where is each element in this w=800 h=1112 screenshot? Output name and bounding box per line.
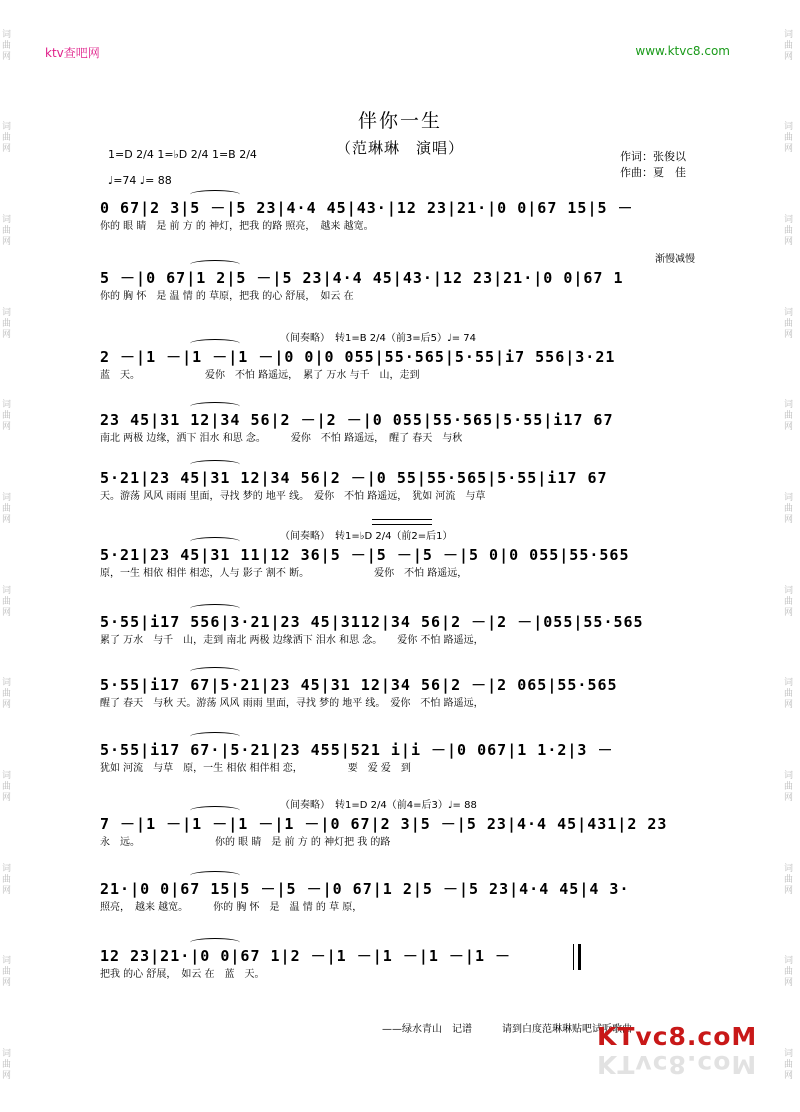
notation-line: 21·|0 0|67 15|5 －|5 －|0 67|1 2|5 －|5 23|4·4 45|4 3·	[100, 879, 630, 898]
lyric-line: 把我 的心 舒展， 如云 在 蓝 天。	[100, 969, 265, 980]
tempo-marking: ♩=74 ♩= 88	[108, 174, 172, 187]
notation-line: 5·55|i17 556|3·21|23 45|3112|34 56|2 －|2 －|055|55·565	[100, 612, 644, 631]
lyric-line: 犹如 河流 与草 原，一生 相依 相伴相 恋， 要 爱 爱 到	[100, 763, 411, 774]
slur-arc	[190, 260, 240, 269]
final-barline	[573, 944, 581, 970]
notation-line: 5·21|23 45|31 12|34 56|2 －|0 55|55·565|5·55|i17 67	[100, 468, 608, 487]
slur-arc	[190, 938, 240, 947]
side-watermark-left: 词曲网 词曲网 词曲网 词曲网 词曲网 词曲网 词曲网 词曲网 词曲网 词曲网 词曲网 词曲网	[2, 29, 12, 1082]
slur-arc	[190, 537, 240, 546]
notation-line: 0 67|2 3|5 －|5 23|4·4 45|43·|12 23|21·|0 0|67 15|5 －	[100, 198, 634, 217]
notation-line: 5·55|i17 67·|5·21|23 455|521 i|i －|0 067|1 1·2|3 －	[100, 740, 614, 759]
slur-arc	[190, 460, 240, 469]
lyric-line: 蓝 天。 爱你 不怕 路遥远， 累了 万水 与千 山，走到	[100, 370, 420, 381]
composer-credit: 作曲：夏 佳	[620, 166, 686, 179]
system-annotation: （间奏略） 转1=B 2/4（前3=后5）♩= 74	[280, 333, 476, 344]
ktvc8-logo: KTvc8.coM	[597, 1022, 758, 1051]
system-annotation: （间奏略） 转1=D 2/4（前4=后3）♩= 88	[280, 800, 477, 811]
system-annotation: （间奏略） 转1=♭D 2/4（前2=后1）	[280, 531, 453, 542]
song-subtitle: （范琳琳 演唱）	[335, 139, 464, 157]
lyric-line: 天。游荡 风风 雨雨 里面，寻找 梦的 地平 线。 爱你 不怕 路遥远， 犹如 河流 与草	[100, 491, 486, 502]
slur-arc	[190, 871, 240, 880]
lyric-line: 你的 眼 睛 是 前 方 的 神灯，把我 的路 照亮， 越来 越宽。	[100, 221, 374, 232]
site-url-right[interactable]: www.ktvc8.com	[635, 44, 730, 58]
lyric-line: 醒了 春天 与秋 天。游荡 风风 雨雨 里面，寻找 梦的 地平 线。 爱你 不怕 路遥远，	[100, 698, 484, 709]
lyricist-credit: 作词：张俊以	[620, 150, 686, 163]
notation-line: 5·55|i17 67|5·21|23 45|31 12|34 56|2 －|2 065|55·565	[100, 675, 618, 694]
slur-arc	[190, 402, 240, 411]
ktvc8-logo-reflection: KTvc8.coM	[597, 1050, 758, 1079]
slur-arc	[190, 604, 240, 613]
lyric-line: 累了 万水 与千 山，走到 南北 两极 边缘洒下 泪水 和思 念。 爱你 不怕 路遥远，	[100, 635, 484, 646]
lyric-line: 你的 胸 怀 是 温 情 的 草原，把我 的心 舒展， 如云 在	[100, 291, 354, 302]
lyric-line: 南北 两极 边缘，洒下 泪水 和思 念。 爱你 不怕 路遥远， 醒了 春天 与秋	[100, 433, 463, 444]
notation-line: 5·21|23 45|31 11|12 36|5 －|5 －|5 －|5 0|0 055|55·565	[100, 545, 630, 564]
slur-arc	[190, 806, 240, 815]
double-line-mark	[372, 519, 432, 525]
slur-arc	[190, 667, 240, 676]
notation-line: 2 －|1 －|1 －|1 －|0 0|0 055|55·565|5·55|i7 556|3·21	[100, 347, 616, 366]
lyric-line: 永 远。 你的 眼 睛 是 前 方 的 神灯把 我 的路	[100, 837, 391, 848]
notation-line: 23 45|31 12|34 56|2 －|2 －|0 055|55·565|5·55|i17 67	[100, 410, 614, 429]
lyric-line: 原，一生 相依 相伴 相恋，人与 影子 割不 断。 爱你 不怕 路遥远，	[100, 568, 468, 579]
system-annotation: 渐慢减慢	[655, 254, 695, 265]
slur-arc	[190, 732, 240, 741]
footer-credit: ——绿水青山 记谱 请到白度范琳琳贴吧试听歌曲	[382, 1024, 632, 1035]
slur-arc	[190, 190, 240, 199]
lyric-line: 照亮， 越来 越宽。 你的 胸 怀 是 温 情 的 草 原，	[100, 902, 363, 913]
notation-line: 7 －|1 －|1 －|1 －|1 －|0 67|2 3|5 －|5 23|4·4 45|431|2 23	[100, 814, 668, 833]
song-title: 伴你一生	[357, 110, 442, 132]
notation-line: 12 23|21·|0 0|67 1|2 －|1 －|1 －|1 －|1 －	[100, 946, 512, 965]
slur-arc	[190, 339, 240, 348]
notation-line: 5 －|0 67|1 2|5 －|5 23|4·4 45|43·|12 23|21·|0 0|67 1	[100, 268, 624, 287]
side-watermark-right: 词曲网 词曲网 词曲网 词曲网 词曲网 词曲网 词曲网 词曲网 词曲网 词曲网 词曲网 词曲网	[784, 29, 794, 1082]
key-signatures: 1=D 2/4 1=♭D 2/4 1=B 2/4	[108, 148, 257, 161]
site-name-left[interactable]: ktv查吧网	[45, 46, 100, 60]
